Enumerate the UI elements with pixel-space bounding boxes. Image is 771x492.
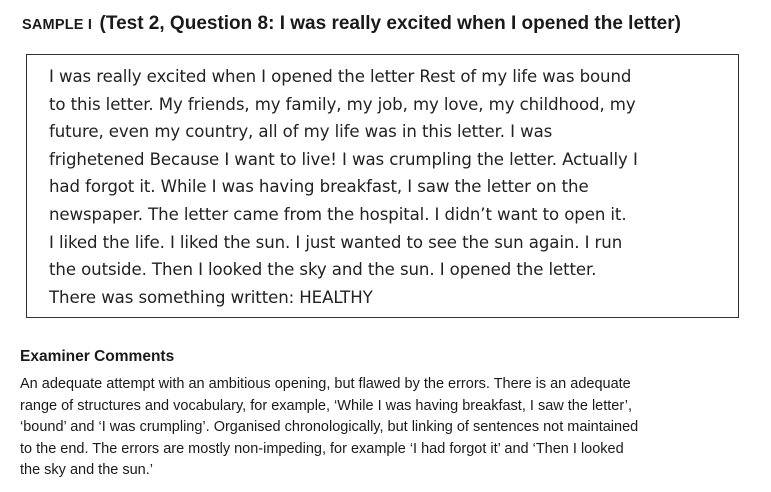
essay-box (26, 54, 739, 318)
comment-line: ‘bound’ and ‘I was crumpling’. Organised chronologically, but linking of sentences not maintained (20, 419, 639, 435)
sample-heading (22, 13, 681, 35)
comment-line: range of structures and vocabulary, for example, ‘While I was having breakfast, I saw the letter’, (20, 397, 632, 414)
essay-line: I was really excited when I opened the letter Rest of my life was bound (49, 67, 632, 86)
examiner-comments-heading: Examiner Comments (20, 348, 175, 365)
essay-line: I liked the life. I liked the sun. I just wanted to see the sun again. I run (49, 232, 623, 252)
essay-line: frighetened Because I want to live! I was crumpling the letter. Actually I (49, 149, 638, 169)
comment-line: to the end. The errors are mostly non-impeding, for example ‘I had forgot it’ and ‘Then I looked (20, 440, 624, 457)
question-title: (Test 2, Question 8: I was really excited when I opened the letter) (99, 13, 681, 34)
essay-line: had forgot it. While I was having breakfast, I saw the letter on the (49, 177, 589, 197)
essay-line: newspaper. The letter came from the hospital. I didn’t want to open it. (49, 204, 627, 224)
essay-line: to this letter. My friends, my family, my job, my love, my childhood, my (49, 94, 636, 114)
comment-line: the sky and the sun.’ (20, 462, 153, 478)
comment-line: An adequate attempt with an ambitious opening, but flawed by the errors. There is an adequate (20, 376, 631, 392)
essay-line: future, even my country, all of my life was in this letter. I was (49, 122, 553, 142)
sample-label: SAMPLE I (22, 17, 93, 33)
examiner-comments-body (20, 374, 760, 482)
essay-text (49, 63, 729, 311)
essay-line: There was something written: HEALTHY (49, 287, 373, 307)
essay-line: the outside. Then I looked the sky and the sun. I opened the letter. (49, 260, 597, 280)
